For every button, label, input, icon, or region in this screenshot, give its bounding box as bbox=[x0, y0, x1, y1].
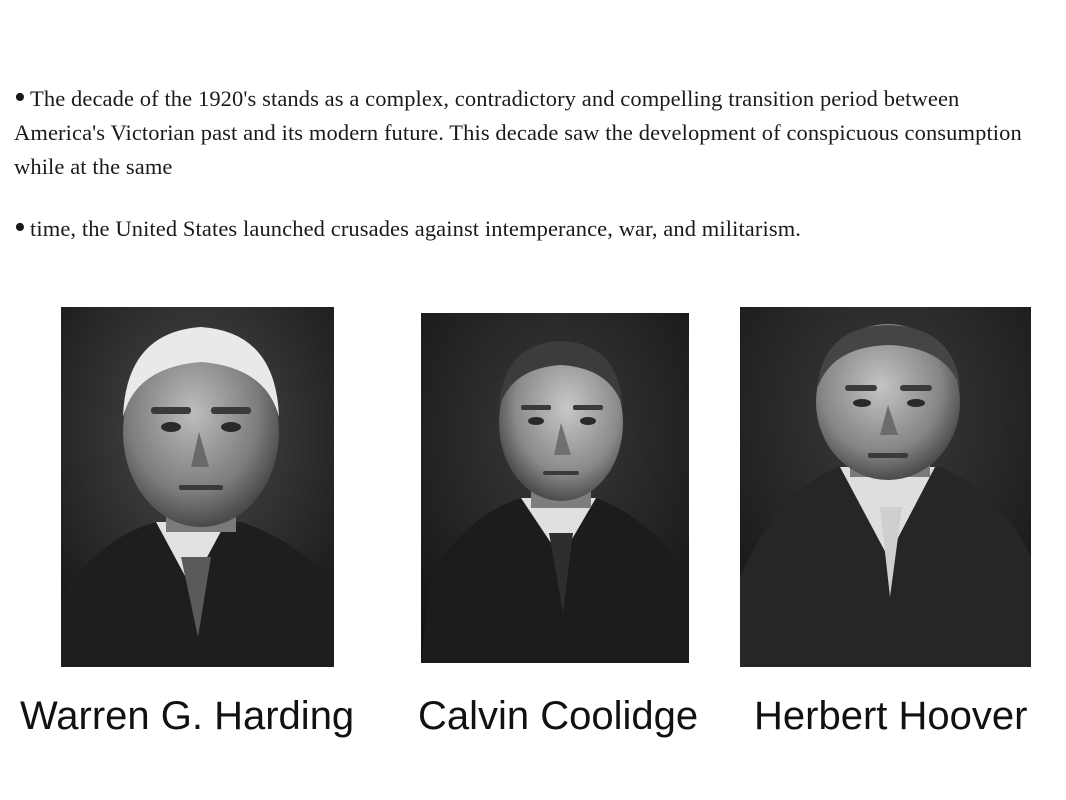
portrait-photo-harding bbox=[61, 307, 334, 667]
bullet-dot-icon: • bbox=[14, 209, 27, 246]
bullet-paragraph-2 bbox=[14, 209, 1054, 246]
caption-harding: Warren G. Harding bbox=[20, 694, 355, 738]
bullet-paragraph-1 bbox=[14, 79, 1054, 184]
portrait-photo-hoover bbox=[740, 307, 1031, 667]
portrait-photo-icon bbox=[61, 307, 334, 667]
portrait-photo-icon bbox=[421, 313, 689, 663]
portrait-photo-icon bbox=[740, 307, 1031, 667]
bullet-text-2: time, the United States launched crusades against intemperance, war, and militarism. bbox=[30, 216, 802, 241]
caption-hoover: Herbert Hoover bbox=[754, 694, 1028, 738]
portrait-photo-coolidge bbox=[421, 313, 689, 663]
bullet-text-1: The decade of the 1920's stands as a complex, contradictory and compelling transition period between America's Victorian past and its modern future. This decade saw the development of conspicuous consumption while at the same bbox=[14, 86, 1022, 179]
caption-coolidge: Calvin Coolidge bbox=[418, 694, 699, 738]
bullet-dot-icon: • bbox=[14, 79, 27, 116]
